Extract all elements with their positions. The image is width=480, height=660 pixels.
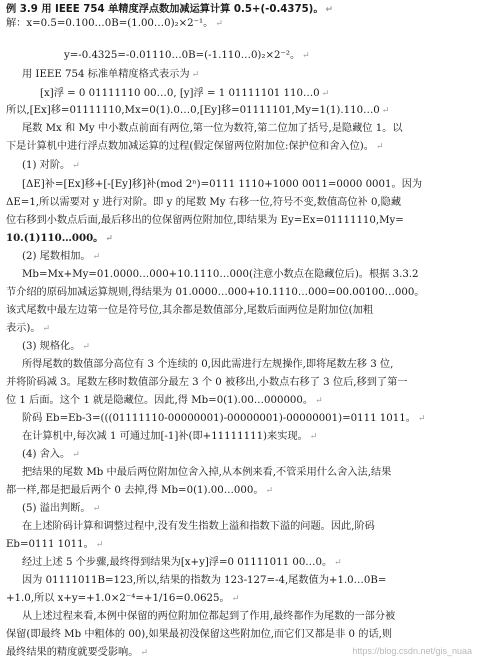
line-text: [x]浮 = 0 01111110 00…0, [y]浮 = 1 01111101 110…0 bbox=[40, 88, 320, 99]
paragraph-line bbox=[22, 358, 476, 371]
return-mark-icon: ↵ bbox=[42, 324, 51, 334]
paragraph-line bbox=[22, 178, 476, 191]
return-mark-icon: ↵ bbox=[191, 70, 200, 80]
paragraph-line bbox=[22, 556, 476, 570]
line-text: 把结果的尾数 Mb 中最后两位附加位舍入掉,从本例来看,不管采用什么舍入法,结果 bbox=[22, 467, 392, 478]
line-text: (5) 溢出判断。 bbox=[22, 503, 91, 514]
paragraph-line bbox=[6, 376, 476, 389]
line-text: [ΔE]补=[Ex]移+[-[Ey]移]补(mod 2ⁿ)=0111 1110+1000 0011=0000 0001。因为 bbox=[22, 179, 423, 190]
return-mark-icon: ↵ bbox=[381, 106, 390, 116]
line-text: 经过上述 5 个步骤,最终得到结果为[x+y]浮=0 01111011 00…0。 bbox=[22, 557, 333, 568]
step-heading bbox=[22, 250, 476, 264]
paragraph-line bbox=[6, 140, 476, 154]
line-text: 例 3.9 用 IEEE 754 单精度浮点数加减运算计算 0.5+(-0.4375)。 bbox=[6, 4, 324, 15]
line-text: 在计算机中,每次减 1 可通过加[-1]补(即+11111111)来实现。 bbox=[22, 431, 308, 442]
line-text: 都一样,都是把最后两个 0 去掉,得 Mb=0(1).00…000。 bbox=[6, 485, 264, 496]
step-heading bbox=[22, 502, 476, 516]
return-mark-icon: ↵ bbox=[105, 234, 113, 244]
paragraph-line bbox=[6, 196, 476, 209]
solution-line bbox=[6, 17, 476, 31]
line-text: y=-0.4325=-0.01110…0B=(-1.110…0)₂×2⁻²。 bbox=[64, 50, 301, 61]
return-mark-icon: ↵ bbox=[321, 89, 330, 99]
line-text: 因为 01111011B=123,所以,结果的指数为 123-127=-4,尾数值为+1.0…0B= bbox=[22, 575, 387, 586]
paragraph-line bbox=[22, 610, 476, 623]
return-mark-icon: ↵ bbox=[375, 142, 384, 152]
line-text: 所得尾数的数值部分高位有 3 个连续的 0,因此需进行左规操作,即将尾数左移 3 位, bbox=[22, 359, 394, 370]
return-mark-icon: ↵ bbox=[92, 504, 101, 514]
line-text: 节介绍的原码加减运算规则,得结果为 01.0000…000+10.1110…000=00.00100…000。 bbox=[6, 287, 425, 298]
step-heading bbox=[22, 448, 476, 462]
formula-line-float bbox=[40, 87, 476, 101]
paragraph-line bbox=[6, 592, 476, 606]
line-text: ΔE=1,所以需要对 y 进行对阶。即 y 的尾数 My 右移一位,符号不变,数值高位补 0,隐藏 bbox=[6, 197, 402, 208]
return-mark-icon: ↵ bbox=[215, 19, 223, 29]
paragraph-line bbox=[22, 68, 476, 82]
line-text: Mb=Mx+My=01.0000…000+10.1110…000(注意小数点在隐藏位后)。根据 3.3.2 bbox=[22, 269, 419, 280]
line-text: (2) 尾数相加。 bbox=[22, 251, 91, 262]
paragraph-line bbox=[6, 304, 476, 317]
line-text: +1.0,所以 x+y=+1.0×2⁻⁴=+1/16=0.0625。 bbox=[6, 593, 230, 604]
line-text: Eb=0111 1011。 bbox=[6, 539, 94, 550]
paragraph-line bbox=[6, 538, 476, 552]
line-text: 尾数 Mx 和 My 中小数点前面有两位,第一位为数符,第二位加了括号,是隐藏位 1。以 bbox=[22, 123, 403, 134]
paragraph-line bbox=[6, 286, 476, 299]
paragraph-line bbox=[6, 232, 476, 246]
paragraph-line bbox=[22, 412, 476, 426]
paragraph-line bbox=[6, 484, 476, 498]
paragraph-line bbox=[22, 520, 476, 533]
line-text: 解：x=0.5=0.100…0B=(1.00…0)₂×2⁻¹。 bbox=[6, 18, 214, 29]
paragraph-line bbox=[22, 122, 476, 135]
return-mark-icon: ↵ bbox=[140, 648, 148, 658]
return-mark-icon: ↵ bbox=[334, 558, 342, 568]
line-text: 位 1 后面。这个 1 就是隐藏位。因此,得 Mb=0(1).00…000000。 bbox=[6, 395, 314, 406]
line-text: 下是计算机中进行浮点数加减运算的过程(假定保留两位附加位:保护位和舍入位)。 bbox=[6, 141, 374, 152]
line-text: 10.(1)110…000。 bbox=[6, 232, 104, 244]
return-mark-icon: ↵ bbox=[72, 450, 80, 460]
return-mark-icon: ↵ bbox=[417, 414, 426, 424]
return-mark-icon: ↵ bbox=[315, 396, 323, 406]
return-mark-icon: ↵ bbox=[92, 252, 101, 262]
example-title bbox=[6, 3, 476, 17]
watermark: https://blog.csdn.net/gis_nuaa bbox=[352, 646, 472, 656]
line-text: 从上述过程来看,本例中保留的两位附加位都起到了作用,最终都作为尾数的一部分被 bbox=[22, 611, 396, 622]
return-mark-icon: ↵ bbox=[72, 161, 80, 171]
return-mark-icon: ↵ bbox=[82, 342, 90, 352]
line-text: 并将阶码减 3。尾数左移时数值部分最左 3 个 0 被移出,小数点右移了 3 位后,移到了第一 bbox=[6, 377, 408, 388]
return-mark-icon: ↵ bbox=[325, 5, 334, 15]
paragraph-line bbox=[6, 322, 476, 336]
return-mark-icon: ↵ bbox=[302, 51, 310, 61]
line-text: 该式尾数中最左边第一位是符号位,其余都是数值部分,尾数后面两位是附加位(加粗 bbox=[6, 305, 374, 316]
paragraph-line bbox=[6, 628, 476, 641]
paragraph-line bbox=[22, 466, 476, 479]
return-mark-icon: ↵ bbox=[231, 594, 240, 604]
paragraph-line bbox=[22, 574, 476, 587]
line-text: (4) 舍入。 bbox=[22, 449, 71, 460]
line-text: (1) 对阶。 bbox=[22, 160, 71, 171]
line-text: 位右移到小数点后面,最后移出的位保留两位附加位,即结果为 Ey=Ex=01111110,My= bbox=[6, 215, 404, 226]
return-mark-icon: ↵ bbox=[265, 486, 274, 496]
line-text: 用 IEEE 754 标准单精度格式表示为 bbox=[22, 69, 190, 80]
return-mark-icon: ↵ bbox=[95, 540, 104, 550]
paragraph-line bbox=[6, 214, 476, 227]
paragraph-line bbox=[6, 104, 476, 118]
step-heading bbox=[22, 159, 476, 173]
line-text: 最终结果的精度就要受影响。 bbox=[6, 647, 139, 658]
line-text: 表示)。 bbox=[6, 323, 41, 334]
return-mark-icon: ↵ bbox=[309, 432, 318, 442]
step-heading bbox=[22, 340, 476, 354]
line-text: (3) 规格化。 bbox=[22, 341, 81, 352]
line-text: 保留(即最终 Mb 中粗体的 00),如果最初没保留这些附加位,而它们又都是非 0 的话,则 bbox=[6, 629, 393, 640]
formula-line-y bbox=[64, 49, 476, 63]
paragraph-line bbox=[22, 430, 476, 444]
paragraph-line bbox=[22, 268, 476, 281]
line-text: 所以,[Ex]移=01111110,Mx=0(1).0…0,[Ey]移=01111101,My=1(1).110…0 bbox=[6, 105, 380, 116]
paragraph-line bbox=[6, 394, 476, 408]
line-text: 在上述阶码计算和调整过程中,没有发生指数上溢和指数下溢的问题。因此,阶码 bbox=[22, 521, 375, 532]
line-text: 阶码 Eb=Eb-3=(((01111110-00000001)-00000001)-00000001)=0111 1011。 bbox=[22, 413, 416, 424]
